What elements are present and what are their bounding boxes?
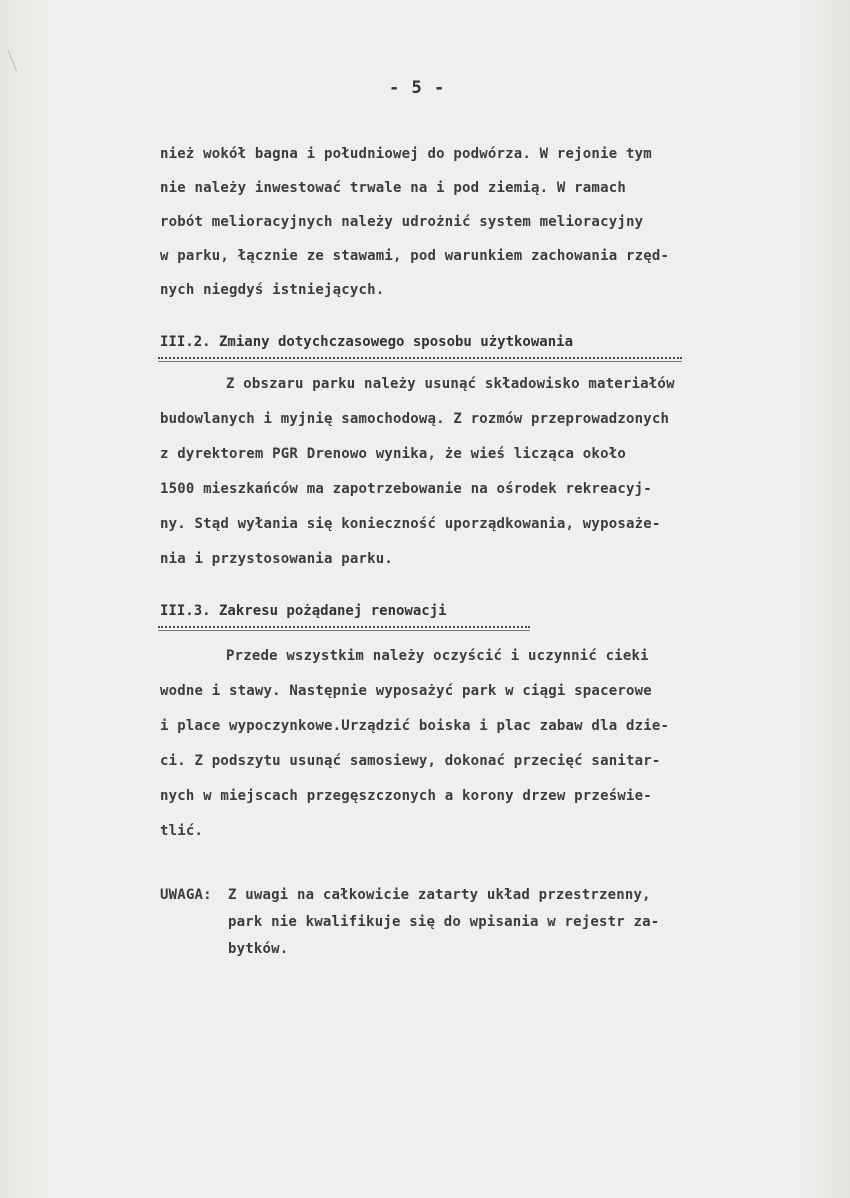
paragraph-line: nież wokół bagna i południowej do podwórza. W rejonie tym <box>160 146 652 162</box>
paragraph-line: Z obszaru parku należy usunąć składowisko materiałów <box>226 376 675 392</box>
heading-underline <box>158 361 682 362</box>
paragraph-line: i place wypoczynkowe.Urządzić boiska i plac zabaw dla dzie- <box>160 718 670 734</box>
paragraph-line: robót melioracyjnych należy udrożnić system melioracyjny <box>160 214 644 230</box>
paragraph-line: w parku, łącznie ze stawami, pod warunkiem zachowania rzęd- <box>160 248 670 264</box>
paragraph-line: 1500 mieszkańców ma zapotrzebowanie na ośrodek rekreacyj- <box>160 481 652 497</box>
paragraph-line: ci. Z podszytu usunąć samosiewy, dokonać przecięć sanitar- <box>160 753 661 769</box>
paragraph-line: nych w miejscach przegęszczonych a korony drzew prześwie- <box>160 788 652 804</box>
note-line: Z uwagi na całkowicie zatarty układ przestrzenny, <box>228 887 651 903</box>
heading-underline <box>158 630 530 631</box>
paragraph-line: z dyrektorem PGR Drenowo wynika, że wieś licząca około <box>160 446 626 462</box>
paragraph-line: budowlanych i myjnię samochodową. Z rozmów przeprowadzonych <box>160 411 670 427</box>
scan-edge-mark <box>8 51 17 72</box>
heading-underline <box>158 357 682 359</box>
heading-underline <box>158 626 530 628</box>
page-number: - 5 - <box>389 78 446 98</box>
paragraph-line: nia i przystosowania parku. <box>160 551 393 567</box>
note-line: park nie kwalifikuje się do wpisania w rejestr za- <box>228 914 660 930</box>
paragraph-line: nie należy inwestować trwale na i pod ziemią. W ramach <box>160 180 626 196</box>
paragraph-line: nych niegdyś istniejących. <box>160 282 385 298</box>
section-heading-iii-3: III.3. Zakresu pożądanej renowacji <box>160 603 447 619</box>
paragraph-line: tlić. <box>160 823 204 839</box>
paragraph-line: Przede wszystkim należy oczyścić i uczynnić cieki <box>226 648 649 664</box>
note-label: UWAGA: <box>160 887 212 903</box>
paragraph-line: ny. Stąd wyłania się konieczność uporządkowania, wyposaże- <box>160 516 661 532</box>
note-line: bytków. <box>228 941 289 957</box>
section-heading-iii-2: III.2. Zmiany dotychczasowego sposobu użytkowania <box>160 334 574 350</box>
paragraph-line: wodne i stawy. Następnie wyposażyć park w ciągi spacerowe <box>160 683 652 699</box>
